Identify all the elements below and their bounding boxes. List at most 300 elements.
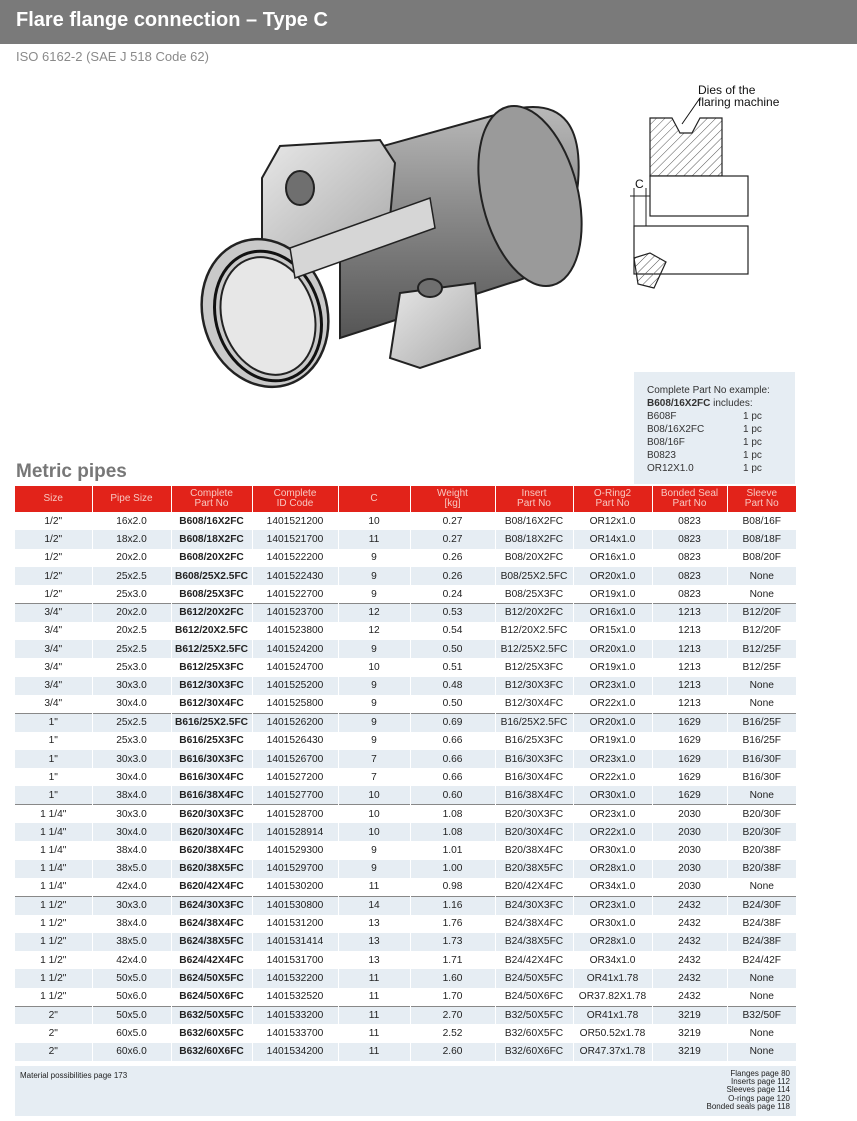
table-cell: None xyxy=(727,567,796,585)
table-cell: OR28x1.0 xyxy=(573,933,652,951)
table-cell: 30x4.0 xyxy=(92,768,171,786)
table-cell: 20x2.0 xyxy=(92,603,171,621)
table-cell: OR37.82X1.78 xyxy=(573,988,652,1006)
table-row xyxy=(15,988,796,1006)
example-item-qty: 1 pc xyxy=(743,424,762,435)
table-cell: 1401525200 xyxy=(252,677,338,695)
table-cell: B12/30X3FC xyxy=(495,677,573,695)
table-cell: 2432 xyxy=(652,988,727,1006)
footer-page-ref: Flanges page 80 xyxy=(730,1069,790,1078)
table-cell: 3219 xyxy=(652,1043,727,1061)
table-cell: 2432 xyxy=(652,915,727,933)
table-cell: 1401526700 xyxy=(252,750,338,768)
table-cell: 0.27 xyxy=(410,530,495,548)
table-cell: 1.71 xyxy=(410,951,495,969)
table-cell: 11 xyxy=(338,1006,410,1024)
table-cell: 1629 xyxy=(652,750,727,768)
table-cell: 11 xyxy=(338,988,410,1006)
table-cell: B24/30X3FC xyxy=(495,896,573,914)
table-cell: OR20x1.0 xyxy=(573,567,652,585)
table-cell: 1" xyxy=(15,768,92,786)
table-cell: 0.69 xyxy=(410,713,495,731)
table-cell: B24/30F xyxy=(727,896,796,914)
table-cell: 25x3.0 xyxy=(92,658,171,676)
table-cell: 38x4.0 xyxy=(92,915,171,933)
table-cell: B624/38X4FC xyxy=(171,915,252,933)
table-cell: 0823 xyxy=(652,567,727,585)
table-cell: 38x5.0 xyxy=(92,860,171,878)
table-cell: 1401522430 xyxy=(252,567,338,585)
example-item-qty: 1 pc xyxy=(743,450,762,461)
table-cell: OR16x1.0 xyxy=(573,603,652,621)
example-items xyxy=(647,410,795,475)
example-item-qty: 1 pc xyxy=(743,437,762,448)
table-cell: 1 1/2" xyxy=(15,951,92,969)
table-cell: B16/38X4FC xyxy=(495,786,573,804)
table-cell: OR14x1.0 xyxy=(573,530,652,548)
table-cell: 3/4" xyxy=(15,695,92,713)
table-cell: OR22x1.0 xyxy=(573,768,652,786)
table-cell: 10 xyxy=(338,658,410,676)
table-cell: 1401529300 xyxy=(252,841,338,859)
table-cell: 25x3.0 xyxy=(92,732,171,750)
table-cell: OR28x1.0 xyxy=(573,860,652,878)
table-cell: 9 xyxy=(338,860,410,878)
table-cell: 50x5.0 xyxy=(92,1006,171,1024)
table-cell: 2432 xyxy=(652,933,727,951)
table-cell: B20/30F xyxy=(727,823,796,841)
table-cell: B08/18X2FC xyxy=(495,530,573,548)
table-cell: 11 xyxy=(338,969,410,987)
table-cell: 1401526430 xyxy=(252,732,338,750)
column-header xyxy=(338,486,410,512)
table-cell: B16/25X2.5FC xyxy=(495,713,573,731)
table-cell: B616/30X3FC xyxy=(171,750,252,768)
dies-label-line1: Dies of the xyxy=(698,83,756,97)
table-cell: OR22x1.0 xyxy=(573,823,652,841)
table-cell: 1401532520 xyxy=(252,988,338,1006)
part-number-example xyxy=(634,372,795,484)
table-cell: B616/38X4FC xyxy=(171,786,252,804)
example-item-part: B08/16X2FC xyxy=(647,424,705,435)
table-cell: B624/50X6FC xyxy=(171,988,252,1006)
table-cell: OR16x1.0 xyxy=(573,549,652,567)
table-cell: B24/38F xyxy=(727,915,796,933)
table-row xyxy=(15,658,796,676)
table-cell: 1/2" xyxy=(15,530,92,548)
table-cell: B12/20X2FC xyxy=(495,603,573,621)
table-cell: B620/42X4FC xyxy=(171,878,252,896)
table-cell: B08/20X2FC xyxy=(495,549,573,567)
table-cell: 10 xyxy=(338,786,410,804)
table-cell: 1.73 xyxy=(410,933,495,951)
example-item-qty: 1 pc xyxy=(743,411,762,422)
table-cell: B20/38F xyxy=(727,841,796,859)
table-cell: OR20x1.0 xyxy=(573,640,652,658)
column-header-line1: Weight xyxy=(437,488,468,499)
table-cell: 14 xyxy=(338,896,410,914)
table-row xyxy=(15,1043,796,1061)
column-header xyxy=(573,486,652,512)
die-shape xyxy=(650,118,722,176)
table-cell: 0823 xyxy=(652,549,727,567)
table-cell: 11 xyxy=(338,1043,410,1061)
table-cell: OR19x1.0 xyxy=(573,732,652,750)
column-header-line2: [kg] xyxy=(444,498,461,509)
example-item-part: B08/16F xyxy=(647,437,685,448)
table-cell: B24/50X5FC xyxy=(495,969,573,987)
table-cell: B24/38X5FC xyxy=(495,933,573,951)
table-row xyxy=(15,585,796,603)
table-cell: 1 1/2" xyxy=(15,896,92,914)
table-cell: 2030 xyxy=(652,823,727,841)
table-cell: B20/38F xyxy=(727,860,796,878)
table-cell: 1401533700 xyxy=(252,1024,338,1042)
column-header xyxy=(252,486,338,512)
column-header-line1: Bonded Seal xyxy=(660,488,719,499)
table-cell: 18x2.0 xyxy=(92,530,171,548)
pipe-wall-upper xyxy=(650,176,748,216)
table-cell: B608/25X3FC xyxy=(171,585,252,603)
column-header-line1: Pipe Size xyxy=(110,493,153,504)
table-cell: B32/60X6FC xyxy=(495,1043,573,1061)
table-cell: OR19x1.0 xyxy=(573,585,652,603)
column-header-line2: ID Code xyxy=(276,498,314,509)
table-cell: B612/25X3FC xyxy=(171,658,252,676)
column-header-line1: Size xyxy=(43,493,63,504)
table-cell: 1213 xyxy=(652,640,727,658)
table-cell: 1/2" xyxy=(15,585,92,603)
example-lead: Complete Part No example: xyxy=(647,385,770,396)
table-cell: 0.48 xyxy=(410,677,495,695)
table-cell: B608/20X2FC xyxy=(171,549,252,567)
table-cell: 1.01 xyxy=(410,841,495,859)
column-header xyxy=(495,486,573,512)
table-cell: 1401531200 xyxy=(252,915,338,933)
table-cell: 9 xyxy=(338,841,410,859)
table-cell: 25x2.5 xyxy=(92,567,171,585)
table-cell: 3219 xyxy=(652,1006,727,1024)
table-row xyxy=(15,512,796,530)
table-cell: OR19x1.0 xyxy=(573,658,652,676)
table-cell: 0.60 xyxy=(410,786,495,804)
table-cell: 1401532200 xyxy=(252,969,338,987)
table-cell: OR20x1.0 xyxy=(573,713,652,731)
footer-page-ref: Sleeves page 114 xyxy=(726,1085,790,1095)
table-cell: B20/38X4FC xyxy=(495,841,573,859)
table-row xyxy=(15,713,796,731)
table-cell: 12 xyxy=(338,622,410,640)
table-cell: OR30x1.0 xyxy=(573,915,652,933)
table-cell: 0.66 xyxy=(410,732,495,750)
table-cell: B612/30X3FC xyxy=(171,677,252,695)
table-cell: B08/25X3FC xyxy=(495,585,573,603)
table-cell: 0.50 xyxy=(410,640,495,658)
table-cell: 9 xyxy=(338,640,410,658)
table-cell: 30x4.0 xyxy=(92,695,171,713)
table-cell: 1.08 xyxy=(410,805,495,823)
table-cell: 1.70 xyxy=(410,988,495,1006)
table-row xyxy=(15,695,796,713)
table-cell: B612/25X2.5FC xyxy=(171,640,252,658)
dies-label-line2: flaring machine xyxy=(698,95,780,109)
c-dimension-label: C xyxy=(635,177,644,191)
table-cell: B24/38X4FC xyxy=(495,915,573,933)
table-cell: 1.60 xyxy=(410,969,495,987)
footer-page-references xyxy=(707,1070,790,1111)
table-cell: B16/25F xyxy=(727,713,796,731)
table-cell: 1401522200 xyxy=(252,549,338,567)
table-cell: 1629 xyxy=(652,732,727,750)
table-cell: B16/30X3FC xyxy=(495,750,573,768)
table-cell: B616/25X3FC xyxy=(171,732,252,750)
table-row xyxy=(15,786,796,804)
table-cell: 1213 xyxy=(652,695,727,713)
table-cell: 30x3.0 xyxy=(92,896,171,914)
column-header-line2: Part No xyxy=(595,498,630,509)
table-cell: 1629 xyxy=(652,713,727,731)
table-cell: 42x4.0 xyxy=(92,951,171,969)
table-row xyxy=(15,530,796,548)
table-cell: OR41x1.78 xyxy=(573,1006,652,1024)
table-cell: 0823 xyxy=(652,530,727,548)
table-cell: B12/25F xyxy=(727,658,796,676)
table-cell: 1401521700 xyxy=(252,530,338,548)
table-cell: B612/30X4FC xyxy=(171,695,252,713)
table-cell: B608/16X2FC xyxy=(171,512,252,530)
table-cell: 12 xyxy=(338,603,410,621)
table-cell: OR23x1.0 xyxy=(573,896,652,914)
table-cell: 2.52 xyxy=(410,1024,495,1042)
table-cell: 42x4.0 xyxy=(92,878,171,896)
table-cell: 7 xyxy=(338,750,410,768)
table-cell: 1" xyxy=(15,750,92,768)
example-item-part: OR12X1.0 xyxy=(647,463,694,474)
bolt-hole-upper xyxy=(286,171,314,205)
table-cell: 0.66 xyxy=(410,768,495,786)
table-cell: 2432 xyxy=(652,896,727,914)
table-cell: B12/20F xyxy=(727,622,796,640)
table-header-row xyxy=(15,486,796,512)
table-cell: 38x4.0 xyxy=(92,841,171,859)
table-cell: None xyxy=(727,585,796,603)
column-header-line2: Part No xyxy=(672,498,707,509)
table-cell: 1629 xyxy=(652,768,727,786)
table-cell: B632/60X6FC xyxy=(171,1043,252,1061)
example-item xyxy=(647,449,795,462)
table-cell: B12/20X2.5FC xyxy=(495,622,573,640)
table-cell: B608/25X2.5FC xyxy=(171,567,252,585)
table-cell: B608/18X2FC xyxy=(171,530,252,548)
table-cell: 50x5.0 xyxy=(92,969,171,987)
table-cell: B16/30X4FC xyxy=(495,768,573,786)
table-cell: 3/4" xyxy=(15,640,92,658)
table-cell: 0.98 xyxy=(410,878,495,896)
table-cell: 13 xyxy=(338,915,410,933)
footer-page-ref: O-rings page 120 xyxy=(728,1093,790,1103)
column-header-line1: Sleeve xyxy=(746,488,778,499)
table-cell: 1 1/4" xyxy=(15,823,92,841)
table-cell: 0.54 xyxy=(410,622,495,640)
table-cell: 1401524200 xyxy=(252,640,338,658)
table-cell: 13 xyxy=(338,933,410,951)
table-cell: 2030 xyxy=(652,805,727,823)
footer xyxy=(15,1066,796,1116)
example-item-part: B0823 xyxy=(647,450,676,461)
example-item xyxy=(647,436,795,449)
table-cell: 2.70 xyxy=(410,1006,495,1024)
section-drawing xyxy=(620,78,800,298)
table-row xyxy=(15,640,796,658)
table-cell: B20/30X3FC xyxy=(495,805,573,823)
table-cell: B24/42X4FC xyxy=(495,951,573,969)
table-cell: B624/42X4FC xyxy=(171,951,252,969)
table-cell: 9 xyxy=(338,695,410,713)
metric-pipes-table xyxy=(15,486,796,1061)
table-cell: 60x6.0 xyxy=(92,1043,171,1061)
table-row xyxy=(15,933,796,951)
table-cell: 20x2.0 xyxy=(92,549,171,567)
example-item-part: B608F xyxy=(647,411,677,422)
table-cell: 16x2.0 xyxy=(92,512,171,530)
example-part-number: B608/16X2FC xyxy=(647,398,711,409)
table-cell: 3/4" xyxy=(15,622,92,640)
table-cell: 1401529700 xyxy=(252,860,338,878)
column-header-line2: Part No xyxy=(194,498,229,509)
table-cell: B16/25F xyxy=(727,732,796,750)
table-row xyxy=(15,896,796,914)
table-cell: 20x2.5 xyxy=(92,622,171,640)
table-cell: 9 xyxy=(338,677,410,695)
table-cell: B16/30F xyxy=(727,750,796,768)
table-cell: 25x3.0 xyxy=(92,585,171,603)
table-cell: 1401526200 xyxy=(252,713,338,731)
table-row xyxy=(15,878,796,896)
table-cell: B08/20F xyxy=(727,549,796,567)
table-cell: OR30x1.0 xyxy=(573,786,652,804)
table-cell: 1/2" xyxy=(15,567,92,585)
table-cell: 2432 xyxy=(652,969,727,987)
table-row xyxy=(15,969,796,987)
column-header-line1: Complete xyxy=(190,488,233,499)
table-cell: 30x3.0 xyxy=(92,750,171,768)
table-cell: 0.24 xyxy=(410,585,495,603)
table-cell: 11 xyxy=(338,530,410,548)
table-cell: 3/4" xyxy=(15,603,92,621)
table-cell: 1213 xyxy=(652,677,727,695)
table-cell: B24/38F xyxy=(727,933,796,951)
table-cell: 2" xyxy=(15,1006,92,1024)
table-cell: 1 1/4" xyxy=(15,841,92,859)
footer-page-ref: Bonded seals page 118 xyxy=(706,1101,790,1111)
table-cell: 1 1/4" xyxy=(15,878,92,896)
table-row xyxy=(15,750,796,768)
table-cell: None xyxy=(727,1043,796,1061)
table-cell: 1401531414 xyxy=(252,933,338,951)
table-cell: 1 1/4" xyxy=(15,860,92,878)
table-cell: 0.27 xyxy=(410,512,495,530)
table-cell: 1401533200 xyxy=(252,1006,338,1024)
table-row xyxy=(15,768,796,786)
table-cell: B624/30X3FC xyxy=(171,896,252,914)
table-cell: B16/25X3FC xyxy=(495,732,573,750)
table-cell: 11 xyxy=(338,878,410,896)
table-cell: 1 1/2" xyxy=(15,933,92,951)
table-cell: OR12x1.0 xyxy=(573,512,652,530)
table-cell: B20/42X4FC xyxy=(495,878,573,896)
table-cell: 3/4" xyxy=(15,658,92,676)
footer-material-note: Material possibilities page 173 xyxy=(20,1071,128,1080)
table-cell: B632/50X5FC xyxy=(171,1006,252,1024)
table-cell: 1401527200 xyxy=(252,768,338,786)
column-header xyxy=(410,486,495,512)
table-cell: B08/25X2.5FC xyxy=(495,567,573,585)
table-cell: 1401531700 xyxy=(252,951,338,969)
table-cell: 0823 xyxy=(652,512,727,530)
table-row xyxy=(15,951,796,969)
table-cell: OR30x1.0 xyxy=(573,841,652,859)
table-cell: OR15x1.0 xyxy=(573,622,652,640)
table-cell: 9 xyxy=(338,585,410,603)
column-header-line1: C xyxy=(370,493,378,504)
column-header-line2: Part No xyxy=(744,498,779,509)
table-row xyxy=(15,1006,796,1024)
table-cell: 2" xyxy=(15,1024,92,1042)
table-cell: 1.00 xyxy=(410,860,495,878)
table-cell: 1401524700 xyxy=(252,658,338,676)
table-cell: B12/25X3FC xyxy=(495,658,573,676)
table-cell: B12/30X4FC xyxy=(495,695,573,713)
table-row xyxy=(15,860,796,878)
table-cell: 9 xyxy=(338,549,410,567)
table-cell: None xyxy=(727,969,796,987)
table-cell: 38x4.0 xyxy=(92,786,171,804)
example-part-line xyxy=(647,397,795,410)
table-row xyxy=(15,1024,796,1042)
table-cell: B620/30X4FC xyxy=(171,823,252,841)
table-cell: B24/50X6FC xyxy=(495,988,573,1006)
table-cell: 9 xyxy=(338,567,410,585)
table-row xyxy=(15,677,796,695)
column-header xyxy=(727,486,796,512)
table-row xyxy=(15,841,796,859)
table-cell: 2030 xyxy=(652,841,727,859)
column-header-line2: Part No xyxy=(517,498,551,509)
table-row xyxy=(15,567,796,585)
footer-page-ref: Inserts page 112 xyxy=(730,1077,790,1087)
table-cell: 0.53 xyxy=(410,603,495,621)
bolt-hole-lower xyxy=(418,279,442,297)
table-cell: 1401530800 xyxy=(252,896,338,914)
table-cell: B612/20X2.5FC xyxy=(171,622,252,640)
table-row xyxy=(15,603,796,621)
table-cell: OR22x1.0 xyxy=(573,695,652,713)
example-item xyxy=(647,462,795,475)
table-cell: 25x2.5 xyxy=(92,713,171,731)
table-cell: 60x5.0 xyxy=(92,1024,171,1042)
page-subtitle: ISO 6162-2 (SAE J 518 Code 62) xyxy=(16,49,209,64)
table-cell: B620/38X5FC xyxy=(171,860,252,878)
table-cell: B24/42F xyxy=(727,951,796,969)
table-cell: 1401525800 xyxy=(252,695,338,713)
table-cell: 38x5.0 xyxy=(92,933,171,951)
table-cell: 1 1/4" xyxy=(15,805,92,823)
table-cell: None xyxy=(727,1024,796,1042)
table-cell: B12/25F xyxy=(727,640,796,658)
table-cell: B616/30X4FC xyxy=(171,768,252,786)
table-cell: 0823 xyxy=(652,585,727,603)
table-cell: 2030 xyxy=(652,860,727,878)
